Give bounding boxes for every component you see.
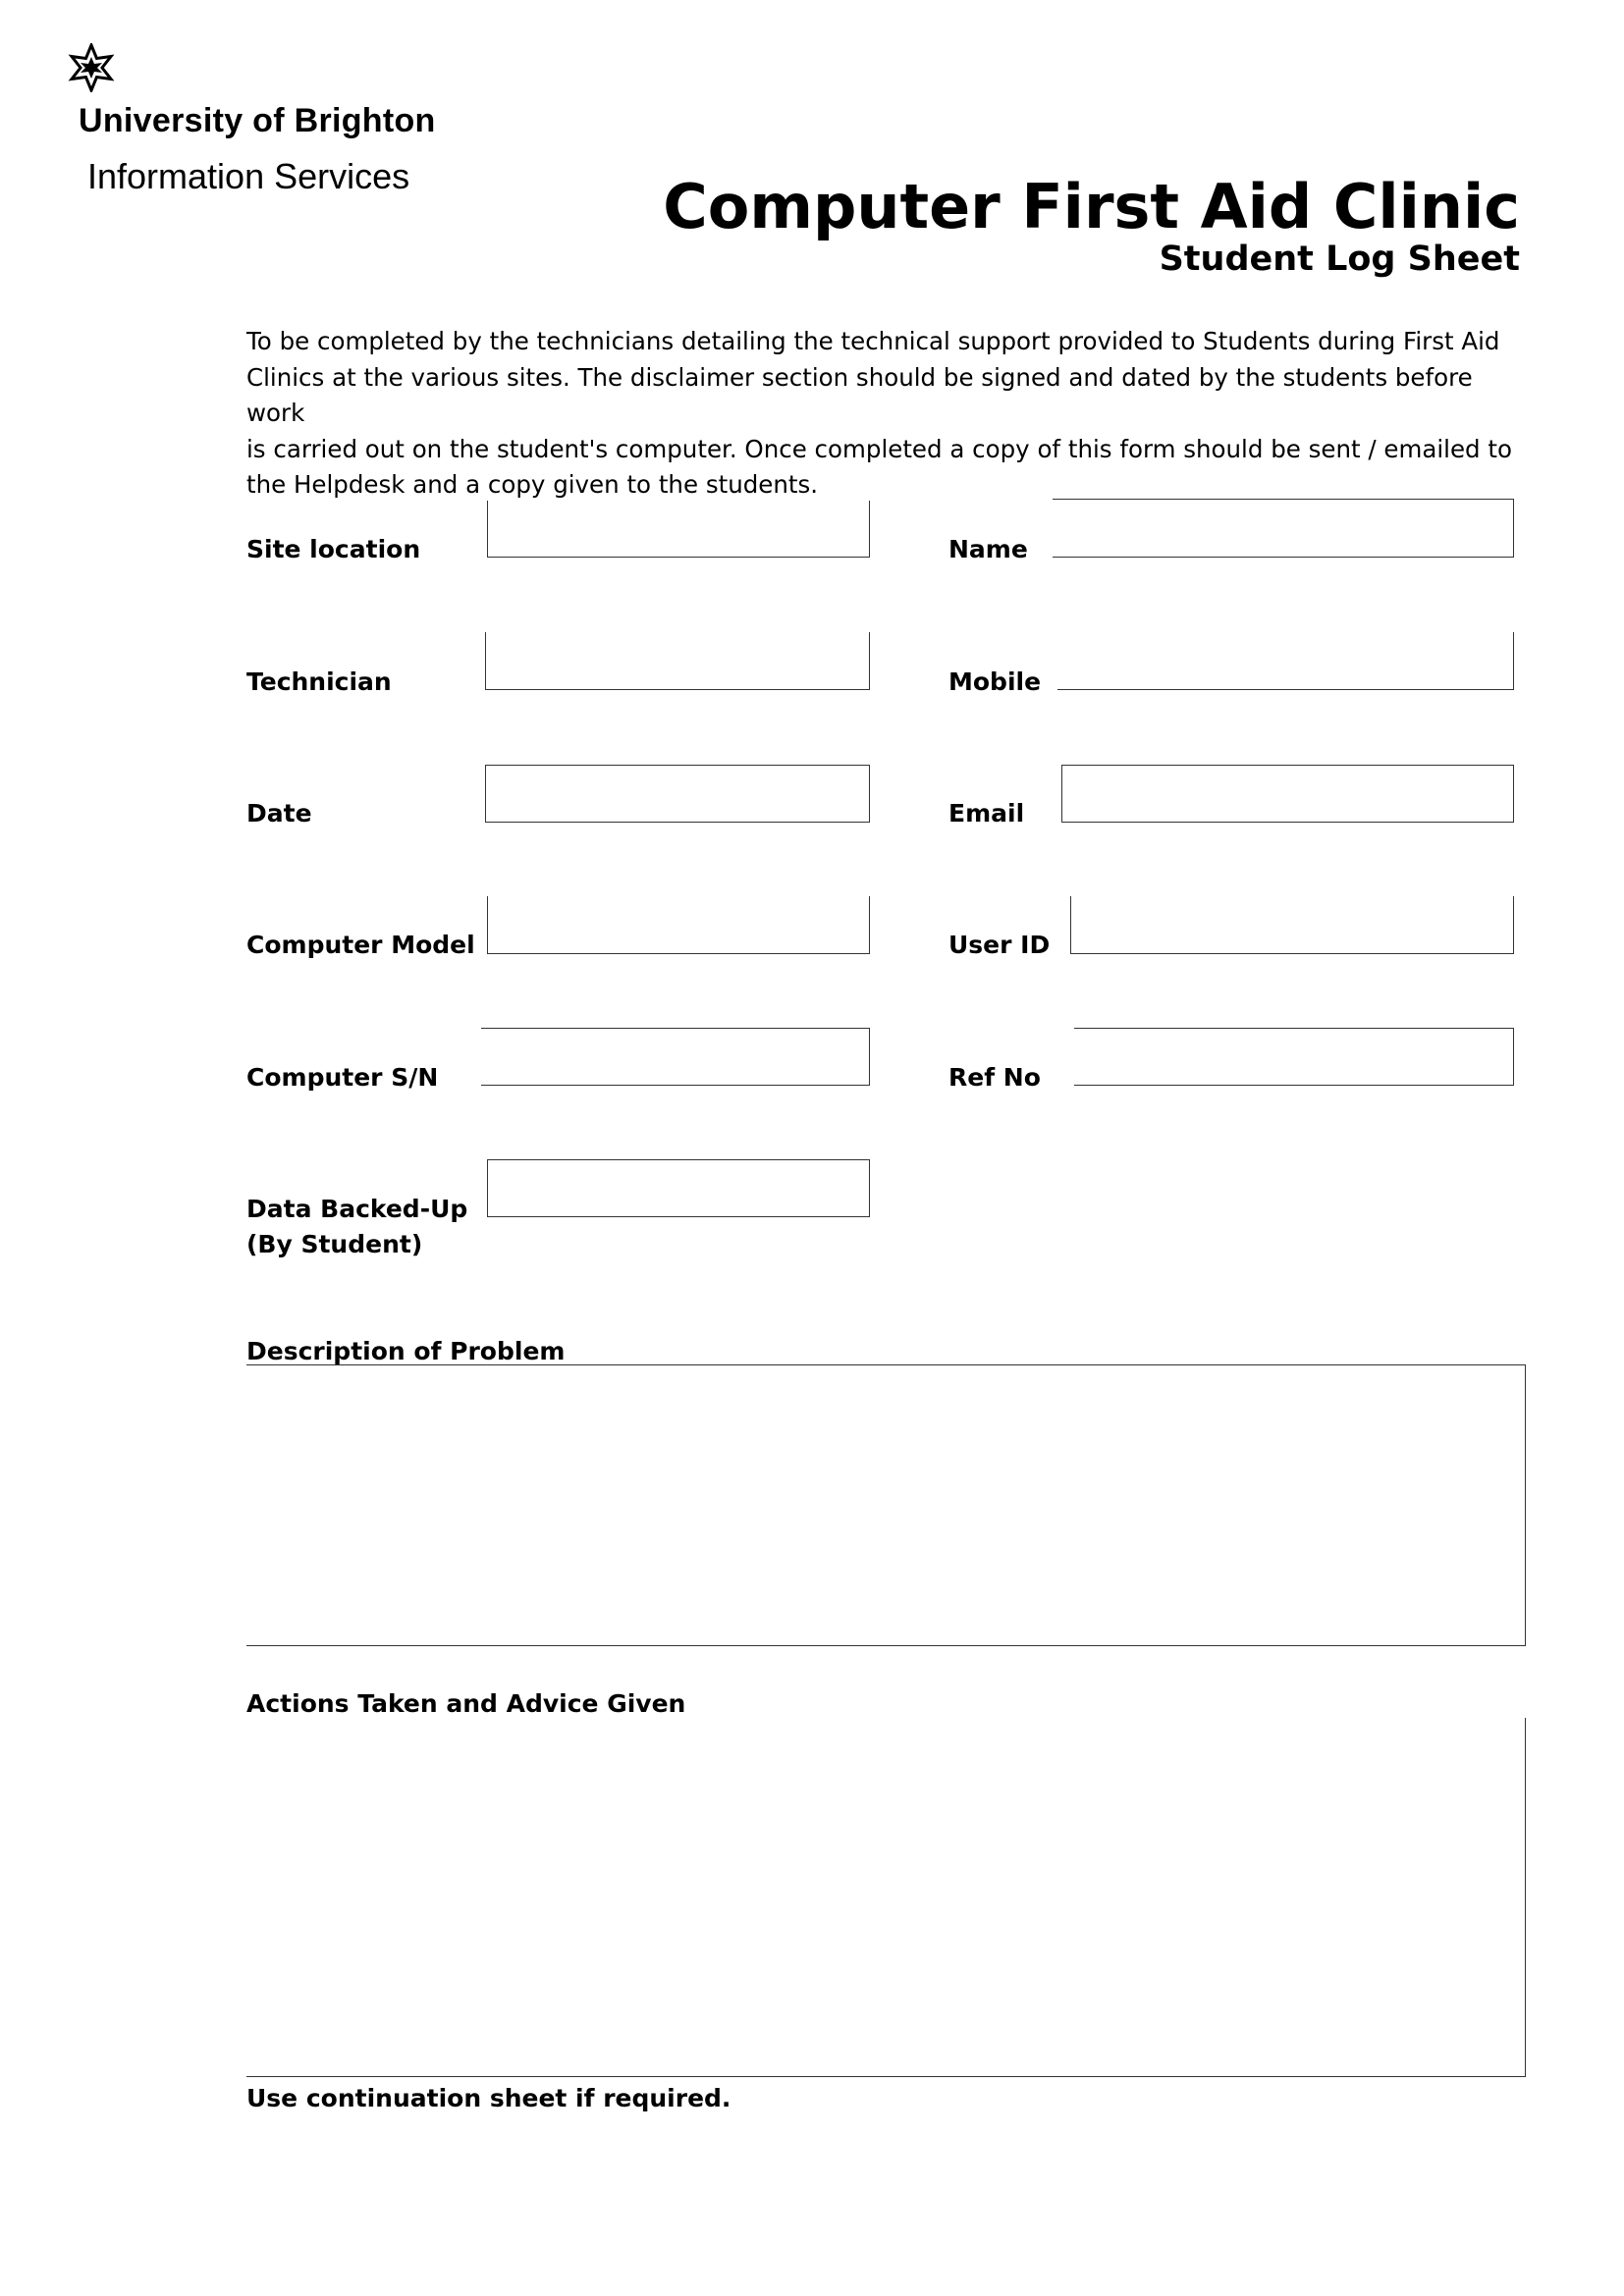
description-textarea[interactable] — [246, 1364, 1526, 1646]
technician-field[interactable] — [485, 632, 870, 690]
intro-line: the Helpdesk and a copy given to the students. — [246, 470, 819, 499]
actions-label: Actions Taken and Advice Given — [246, 1689, 686, 1718]
intro-paragraph — [246, 324, 1523, 504]
page-title: Computer First Aid Clinic — [663, 171, 1520, 242]
ref-no-field[interactable] — [1074, 1028, 1514, 1086]
intro-line: is carried out on the student's computer. Once completed a copy of this form should be sent / emailed to — [246, 434, 1512, 463]
intro-line: To be completed by the technicians detailing the technical support provided to Students during First Aid — [246, 327, 1500, 355]
computer-sn-field[interactable] — [481, 1028, 870, 1086]
computer-model-field[interactable] — [487, 896, 870, 954]
site-location-field[interactable] — [487, 501, 870, 558]
department-name: Information Services — [87, 156, 410, 196]
data-backed-up-field[interactable] — [487, 1159, 870, 1217]
computer-sn-label: Computer S/N — [246, 1063, 439, 1092]
date-field[interactable] — [485, 765, 870, 823]
actions-textarea[interactable] — [246, 1718, 1526, 2077]
description-label: Description of Problem — [246, 1337, 566, 1365]
ref-no-label: Ref No — [948, 1063, 1041, 1092]
data-backed-up-sublabel: (By Student) — [246, 1230, 423, 1258]
user-id-label: User ID — [948, 931, 1051, 959]
intro-line: Clinics at the various sites. The disclaimer section should be signed and dated by the students before work — [246, 362, 1473, 427]
star-icon — [67, 43, 116, 92]
technician-label: Technician — [246, 667, 392, 696]
email-label: Email — [948, 799, 1025, 828]
name-field[interactable] — [1053, 499, 1514, 558]
email-field[interactable] — [1061, 765, 1514, 823]
computer-model-label: Computer Model — [246, 931, 475, 959]
data-backed-up-label: Data Backed-Up — [246, 1195, 468, 1223]
user-id-field[interactable] — [1070, 896, 1514, 954]
org-name: University of Brighton — [79, 102, 436, 139]
name-label: Name — [948, 535, 1028, 563]
mobile-field[interactable] — [1057, 632, 1514, 690]
page-subtitle: Student Log Sheet — [1159, 240, 1520, 279]
mobile-label: Mobile — [948, 667, 1042, 696]
site-location-label: Site location — [246, 535, 421, 563]
continuation-note: Use continuation sheet if required. — [246, 2084, 731, 2112]
date-label: Date — [246, 799, 312, 828]
